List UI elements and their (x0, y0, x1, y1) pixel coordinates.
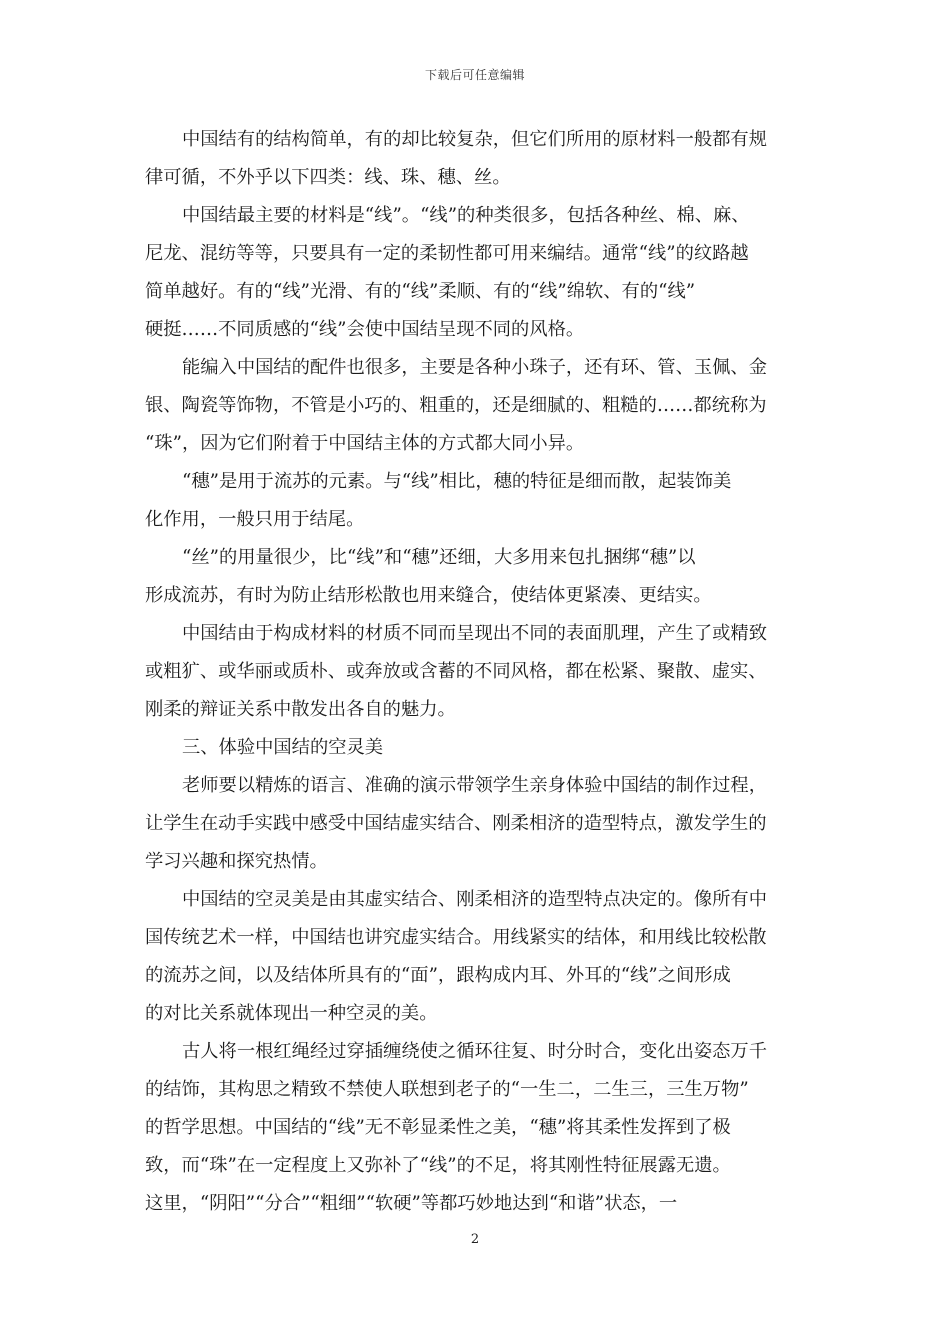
text-line: 或粗犷、或华丽或质朴、或奔放或含蓄的不同风格，都在松紧、聚散、虚实、 (145, 661, 767, 682)
text-line: 形成流苏，有时为防止结形松散也用来缝合，使结体更紧凑、更结实。 (145, 585, 712, 606)
text-line: 中国结由于构成材料的材质不同而呈现出不同的表面肌理，产生了或精致 (182, 623, 767, 644)
text-line: 中国结最主要的材料是“线”。“线”的种类很多，包括各种丝、棉、麻、 (182, 205, 750, 226)
text-line: 简单越好。有的“线”光滑、有的“线”柔顺、有的“线”绵软、有的“线” (145, 281, 696, 302)
text-line: 这里，“阴阳”“分合”“粗细”“软硬”等都巧妙地达到“和谐”状态，一 (145, 1193, 678, 1214)
text-line: 银、陶瓷等饰物，不管是小巧的、粗重的，还是细腻的、粗糙的……都统称为 (145, 395, 767, 416)
text-line: 律可循，不外乎以下四类：线、珠、穗、丝。 (145, 167, 511, 188)
text-line: “丝”的用量很少，比“线”和“穗”还细，大多用来包扎捆绑“穗”以 (182, 547, 696, 568)
text-line: “珠”，因为它们附着于中国结主体的方式都大同小异。 (145, 433, 585, 454)
text-line: 化作用，一般只用于结尾。 (145, 509, 365, 530)
text-line: 国传统艺术一样，中国结也讲究虚实结合。用线紧实的结体，和用线比较松散 (145, 927, 767, 948)
text-line: 尼龙、混纺等等，只要具有一定的柔韧性都可用来编结。通常“线”的纹路越 (145, 243, 749, 264)
page-header: 下载后可任意编辑 (424, 68, 525, 82)
text-line: 学习兴趣和探究热情。 (145, 851, 328, 872)
text-line: 硬挺……不同质感的“线”会使中国结呈现不同的风格。 (145, 319, 585, 340)
text-line: 致，而“珠”在一定程度上又弥补了“线”的不足，将其刚性特征展露无遗。 (145, 1155, 731, 1176)
text-line: 刚柔的辩证关系中散发出各自的魅力。 (145, 699, 456, 720)
text-line: 的对比关系就体现出一种空灵的美。 (145, 1003, 438, 1024)
document-body (145, 121, 811, 1223)
text-line: 老师要以精炼的语言、准确的演示带领学生亲身体验中国结的制作过程， (182, 775, 767, 796)
text-line: 中国结的空灵美是由其虚实结合、刚柔相济的造型特点决定的。像所有中 (182, 889, 767, 910)
text-line: 的哲学思想。中国结的“线”无不彰显柔性之美，“穗”将其柔性发挥到了极 (145, 1117, 731, 1138)
text-line: 的结饰，其构思之精致不禁使人联想到老子的“一生二，二生三，三生万物” (145, 1079, 749, 1100)
page-number: 2 (470, 1232, 480, 1247)
text-line: 中国结有的结构简单，有的却比较复杂，但它们所用的原材料一般都有规 (182, 129, 767, 150)
text-line: 的流苏之间，以及结体所具有的“面”，跟构成内耳、外耳的“线”之间形成 (145, 965, 731, 986)
section-heading: 三、体验中国结的空灵美 (182, 737, 384, 758)
text-line: “穗”是用于流苏的元素。与“线”相比，穗的特征是细而散，起装饰美 (182, 471, 732, 492)
text-line: 古人将一根红绳经过穿插缠绕使之循环往复、时分时合，变化出姿态万千 (182, 1041, 767, 1062)
text-line: 能编入中国结的配件也很多，主要是各种小珠子，还有环、管、玉佩、金 (182, 357, 767, 378)
text-line: 让学生在动手实践中感受中国结虚实结合、刚柔相济的造型特点，激发学生的 (145, 813, 767, 834)
